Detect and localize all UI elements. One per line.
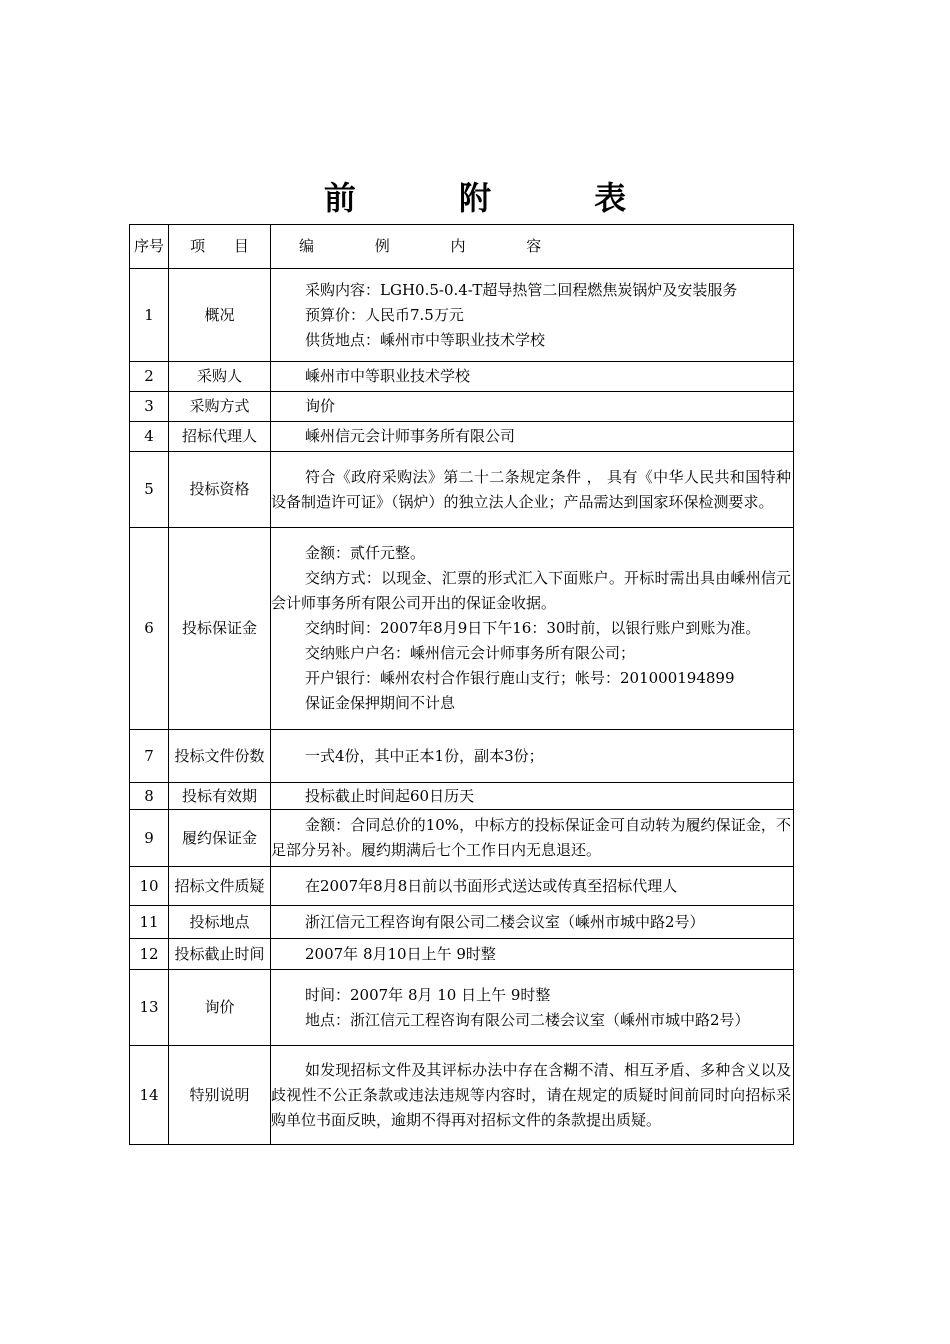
- row-item: 投标文件份数: [169, 730, 271, 783]
- row-no: 6: [130, 528, 169, 730]
- row-content: [271, 970, 794, 1046]
- content-paragraph: 如发现招标文件及其评标办法中存在含糊不清、相互矛盾、多种含义以及歧视性不公正条款或违法违规等内容时，请在规定的质疑时间前同时向招标采购单位书面反映，逾期不得再对招标文件的条款提出质疑。: [271, 1060, 791, 1129]
- table-header-row: [130, 225, 794, 269]
- row-item: 采购方式: [169, 392, 271, 422]
- row-no: 14: [130, 1046, 169, 1145]
- row-content: [271, 269, 794, 362]
- table-row: [130, 452, 794, 528]
- row-content: [271, 783, 794, 810]
- row-content: [271, 906, 794, 939]
- row-item: 履约保证金: [169, 810, 271, 867]
- page-title: 前 附 表: [323, 179, 673, 217]
- table-row: [130, 392, 794, 422]
- row-no: 8: [130, 783, 169, 810]
- row-content: [271, 867, 794, 906]
- table-row: [130, 269, 794, 362]
- table-row: [130, 422, 794, 452]
- row-item: 询价: [169, 970, 271, 1046]
- row-no: 11: [130, 906, 169, 939]
- row-content: [271, 528, 794, 730]
- row-item: 投标保证金: [169, 528, 271, 730]
- table-row: [130, 970, 794, 1046]
- header-content: 编 例 内 容: [271, 225, 794, 269]
- content-line: 供货地点：嵊州市中等职业技术学校: [305, 330, 546, 349]
- row-content: [271, 362, 794, 392]
- content-paragraph: 开户银行：嵊州农村合作银行鹿山支行；帐号：201000194899: [305, 669, 735, 687]
- content-line: 一式4份，其中正本1份，副本3份；: [305, 746, 544, 765]
- row-no: 1: [130, 269, 169, 362]
- row-no: 3: [130, 392, 169, 422]
- row-content: [271, 452, 794, 528]
- content-paragraph: 交纳时间：2007年8月9日下午16：30时前，以银行账户到账为准。: [305, 619, 761, 637]
- row-item: 特别说明: [169, 1046, 271, 1145]
- row-item: 投标截止时间: [169, 939, 271, 970]
- table-row: [130, 810, 794, 867]
- header-no: 序号: [130, 225, 169, 269]
- header-item: 项 目: [169, 225, 271, 269]
- row-item: 招标文件质疑: [169, 867, 271, 906]
- row-content: [271, 939, 794, 970]
- table-row: [130, 867, 794, 906]
- content-line: 投标截止时间起60日历天: [305, 786, 475, 805]
- row-no: 9: [130, 810, 169, 867]
- content-line: 2007年 8月10日上午 9时整: [305, 944, 496, 963]
- row-item: 采购人: [169, 362, 271, 392]
- row-item: 投标资格: [169, 452, 271, 528]
- content-line: 嵊州信元会计师事务所有限公司: [305, 427, 516, 445]
- row-content: [271, 392, 794, 422]
- content-line: 嵊州市中等职业技术学校: [305, 367, 471, 385]
- row-content: [271, 730, 794, 783]
- row-content: [271, 810, 794, 867]
- content-line: 询价: [305, 397, 336, 415]
- row-no: 5: [130, 452, 169, 528]
- table-row: [130, 528, 794, 730]
- content-paragraph: 地点：浙江信元工程咨询有限公司二楼会议室（嵊州市城中路2号）: [305, 1010, 750, 1029]
- row-no: 10: [130, 867, 169, 906]
- row-item: 概况: [169, 269, 271, 362]
- content-line: 浙江信元工程咨询有限公司二楼会议室（嵊州市城中路2号）: [305, 912, 705, 931]
- content-line: 在2007年8月8日前以书面形式送达或传真至招标代理人: [305, 876, 678, 895]
- row-item: 投标有效期: [169, 783, 271, 810]
- row-no: 2: [130, 362, 169, 392]
- content-line: 预算价：人民币7.5万元: [305, 305, 464, 324]
- row-no: 7: [130, 730, 169, 783]
- table-row: [130, 783, 794, 810]
- table-row: [130, 730, 794, 783]
- table-row: [130, 906, 794, 939]
- row-item: 招标代理人: [169, 422, 271, 452]
- content-paragraph: 金额：贰仟元整。: [305, 544, 426, 562]
- row-no: 4: [130, 422, 169, 452]
- schedule-table: [129, 224, 794, 1145]
- content-paragraph: 时间：2007年 8月 10 日上午 9时整: [305, 985, 551, 1004]
- table-row: [130, 1046, 794, 1145]
- table-row: [130, 362, 794, 392]
- row-item: 投标地点: [169, 906, 271, 939]
- content-paragraph: 交纳方式：以现金、汇票的形式汇入下面账户。开标时需出具由嵊州信元会计师事务所有限公司开出的保证金收据。: [271, 569, 791, 612]
- table-row: [130, 939, 794, 970]
- content-paragraph: 保证金保押期间不计息: [305, 694, 456, 712]
- content-paragraph: 交纳账户户名：嵊州信元会计师事务所有限公司；: [305, 644, 636, 662]
- row-no: 13: [130, 970, 169, 1046]
- content-paragraph: 符合《政府采购法》第二十二条规定条件 ， 具有《中华人民共和国特种设备制造许可证》（锅炉）的独立法人企业；产品需达到国家环保检测要求。: [271, 467, 791, 511]
- row-content: [271, 1046, 794, 1145]
- row-no: 12: [130, 939, 169, 970]
- row-content: [271, 422, 794, 452]
- content-line: 采购内容：LGH0.5-0.4-T超导热管二回程燃焦炭锅炉及安装服务: [305, 280, 738, 299]
- content-paragraph: 金额：合同总价的10%，中标方的投标保证金可自动转为履约保证金，不足部分另补。履约期满后七个工作日内无息退还。: [271, 816, 791, 859]
